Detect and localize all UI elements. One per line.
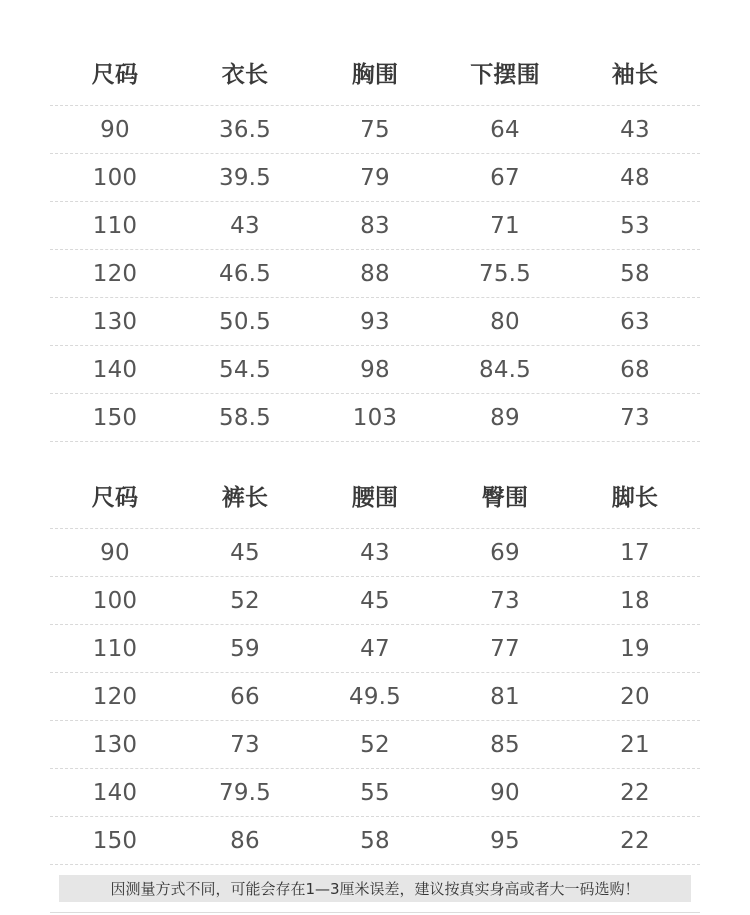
table-row [50, 673, 700, 721]
table-cell: 17 [620, 539, 650, 566]
table-cell: 55 [360, 779, 390, 806]
table-cell: 64 [490, 116, 520, 143]
table-cell: 83 [360, 212, 390, 239]
table-row [50, 250, 700, 298]
table-cell: 110 [92, 635, 138, 662]
table-header-row [50, 463, 700, 529]
table-cell: 73 [230, 731, 260, 758]
table-cell: 58 [620, 260, 650, 287]
header-size: 尺码 [91, 485, 139, 511]
table-cell: 22 [620, 779, 650, 806]
table-row [50, 721, 700, 769]
header-length: 衣长 [221, 62, 269, 88]
table-cell: 18 [620, 587, 650, 614]
header-chest: 胸围 [351, 62, 399, 88]
table-cell: 19 [620, 635, 650, 662]
table-cell: 103 [352, 404, 398, 431]
table-cell: 48 [620, 164, 650, 191]
top-size-table [50, 40, 700, 442]
table-row [50, 298, 700, 346]
table-cell: 90 [100, 539, 130, 566]
measurement-note [59, 875, 691, 902]
table-cell: 85 [490, 731, 520, 758]
header-hem: 下摆围 [470, 62, 540, 88]
table-row [50, 817, 700, 865]
table-cell: 43 [620, 116, 650, 143]
table-cell: 120 [92, 260, 138, 287]
table-cell: 71 [490, 212, 520, 239]
table-cell: 79 [360, 164, 390, 191]
table-cell: 79.5 [218, 779, 271, 806]
table-row [50, 769, 700, 817]
table-row [50, 529, 700, 577]
table-row [50, 106, 700, 154]
table-cell: 43 [230, 212, 260, 239]
table-cell: 39.5 [218, 164, 271, 191]
header-foot-length: 脚长 [611, 485, 659, 511]
table-cell: 45 [230, 539, 260, 566]
table-cell: 20 [620, 683, 650, 710]
table-header-row [50, 40, 700, 106]
table-cell: 54.5 [218, 356, 271, 383]
header-hip: 臀围 [481, 485, 529, 511]
table-cell: 81 [490, 683, 520, 710]
table-cell: 98 [360, 356, 390, 383]
table-cell: 110 [92, 212, 138, 239]
table-cell: 43 [360, 539, 390, 566]
table-row [50, 394, 700, 442]
table-cell: 45 [360, 587, 390, 614]
table-cell: 77 [490, 635, 520, 662]
table-cell: 120 [92, 683, 138, 710]
table-row [50, 154, 700, 202]
table-cell: 52 [360, 731, 390, 758]
header-pants-length: 裤长 [221, 485, 269, 511]
table-row [50, 625, 700, 673]
table-cell: 100 [92, 587, 138, 614]
table-cell: 66 [230, 683, 260, 710]
table-cell: 75 [360, 116, 390, 143]
table-cell: 140 [92, 356, 138, 383]
table-cell: 95 [490, 827, 520, 854]
table-cell: 73 [620, 404, 650, 431]
table-cell: 47 [360, 635, 390, 662]
table-row [50, 577, 700, 625]
table-cell: 90 [490, 779, 520, 806]
table-cell: 52 [230, 587, 260, 614]
table-cell: 150 [92, 827, 138, 854]
table-cell: 22 [620, 827, 650, 854]
table-cell: 130 [92, 308, 138, 335]
measurement-note-text: 因测量方式不同，可能会存在1—3厘米误差，建议按真实身高或者大一码选购！ [110, 880, 640, 898]
table-cell: 58 [360, 827, 390, 854]
table-cell: 80 [490, 308, 520, 335]
table-cell: 88 [360, 260, 390, 287]
table-cell: 49.5 [348, 683, 401, 710]
table-cell: 93 [360, 308, 390, 335]
header-waist: 腰围 [351, 485, 399, 511]
table-cell: 36.5 [218, 116, 271, 143]
table-cell: 89 [490, 404, 520, 431]
table-cell: 86 [230, 827, 260, 854]
table-cell: 90 [100, 116, 130, 143]
table-cell: 69 [490, 539, 520, 566]
table-cell: 59 [230, 635, 260, 662]
table-cell: 50.5 [218, 308, 271, 335]
table-cell: 68 [620, 356, 650, 383]
table-cell: 53 [620, 212, 650, 239]
table-cell: 63 [620, 308, 650, 335]
table-cell: 150 [92, 404, 138, 431]
table-cell: 67 [490, 164, 520, 191]
bottom-size-table [50, 463, 700, 865]
table-cell: 73 [490, 587, 520, 614]
table-cell: 140 [92, 779, 138, 806]
table-row [50, 346, 700, 394]
table-cell: 75.5 [478, 260, 531, 287]
table-cell: 130 [92, 731, 138, 758]
divider [50, 912, 700, 913]
table-cell: 46.5 [218, 260, 271, 287]
table-cell: 84.5 [478, 356, 531, 383]
table-cell: 21 [620, 731, 650, 758]
header-sleeve: 袖长 [611, 62, 659, 88]
table-cell: 58.5 [218, 404, 271, 431]
table-row [50, 202, 700, 250]
table-cell: 100 [92, 164, 138, 191]
header-size: 尺码 [91, 62, 139, 88]
